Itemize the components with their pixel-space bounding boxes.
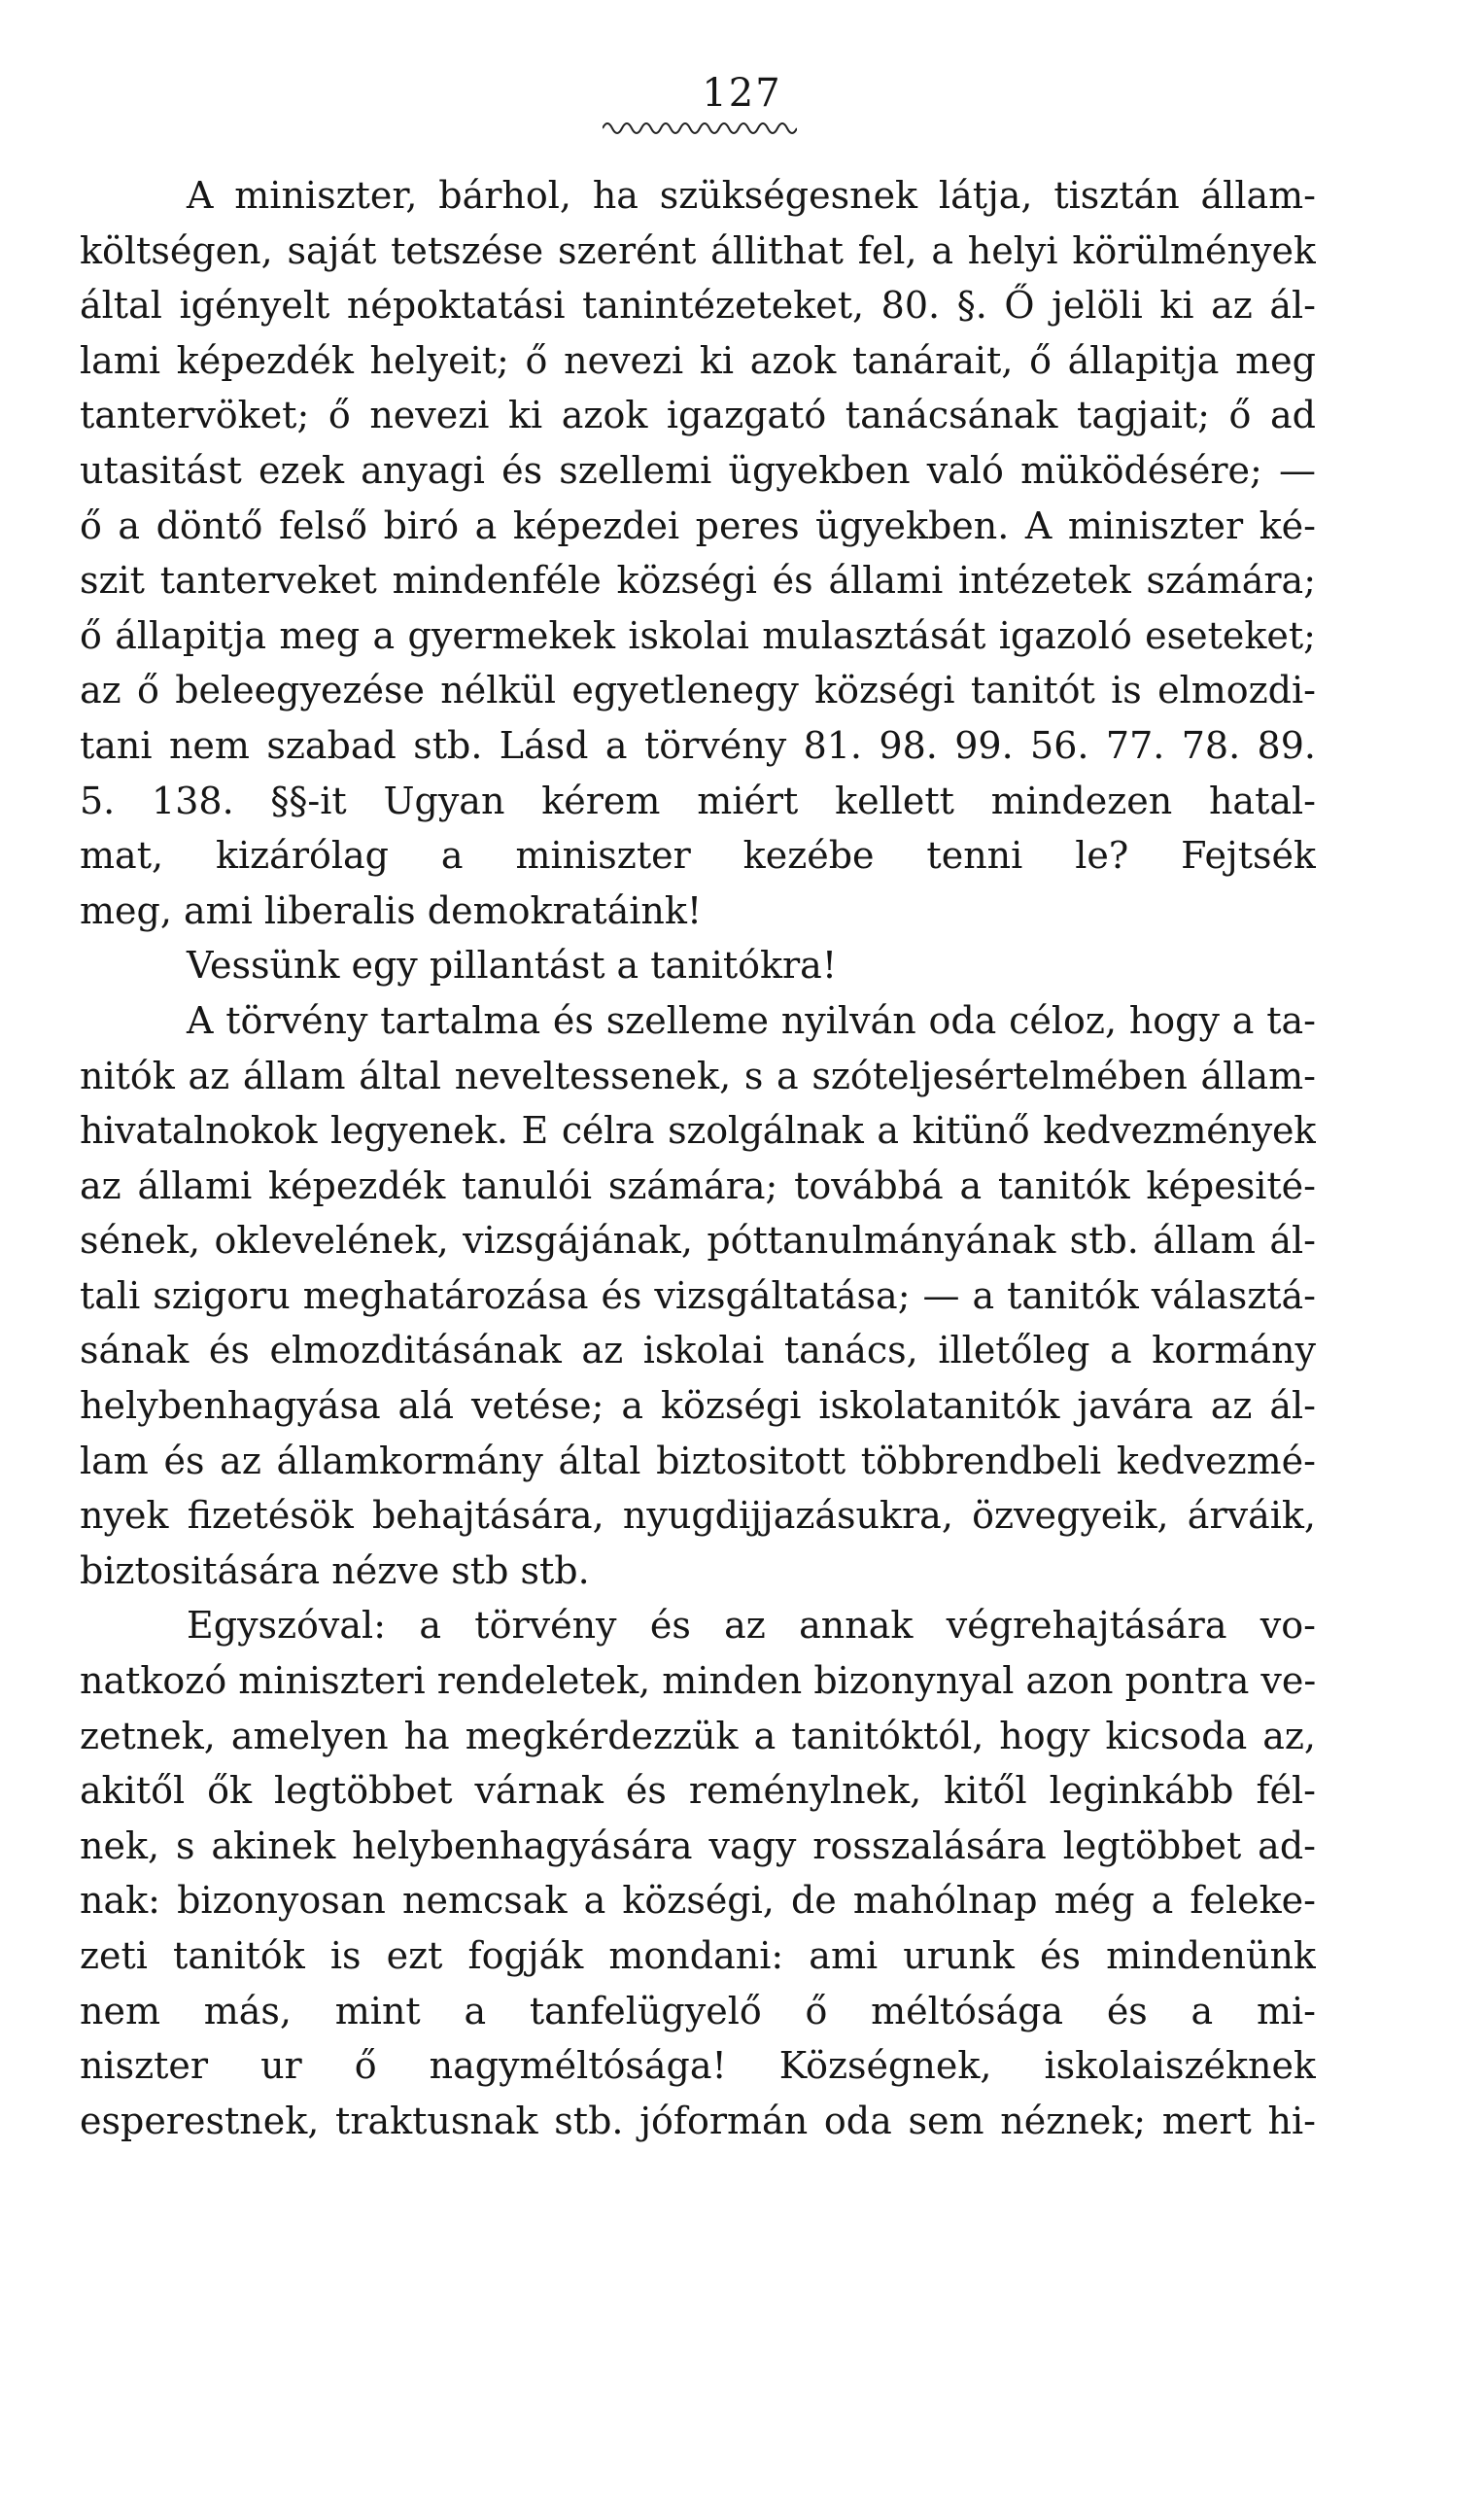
text-line: niszter ur ő nagyméltósága! Községnek, iskolaiszéknek: [80, 2044, 1316, 2088]
text-line: zeti tanitók is ezt fogják mondani: ami urunk és mindenünk: [80, 1934, 1316, 1977]
text-line: A miniszter, bárhol, ha szükségesnek látja, tisztán állam-: [187, 174, 1316, 217]
text-line: nem más, mint a tanfelügyelő ő méltósága és a mi-: [80, 1989, 1316, 2032]
text-line: lami képezdék helyeit; ő nevezi ki azok tanárait, ő állapitja meg: [80, 338, 1316, 382]
text-line: hivatalnokok legyenek. E célra szolgálnak a kitünő kedvezmények: [80, 1109, 1316, 1153]
text-line: az ő beleegyezése nélkül egyetlenegy községi tanitót is elmozdi-: [80, 669, 1316, 712]
text-line: ő a döntő felső biró a képezdei peres ügyekben. A miniszter ké-: [80, 503, 1316, 547]
text-line: 5. 138. §§-it Ugyan kérem miért kellett mindezen hatal-: [80, 779, 1316, 822]
body-text: [80, 168, 1316, 2148]
text-line: nyek fizetésök behajtására, nyugdijjazásukra, özvegyeik, árváik,: [80, 1494, 1316, 1538]
text-line: zetnek, amelyen ha megkérdezzük a tanitóktól, hogy kicsoda az,: [80, 1714, 1316, 1757]
text-line: tali szigoru meghatározása és vizsgáltatása; — a tanitók választá-: [80, 1273, 1316, 1317]
text-line: nak: bizonyosan nemcsak a községi, de mahólnap még a feleke-: [80, 1879, 1316, 1923]
text-line: költségen, saját tetszése szerént állithat fel, a helyi körülmények: [80, 228, 1316, 272]
text-line: Vessünk egy pillantást a tanitókra!: [187, 944, 838, 988]
text-line: nitók az állam által neveltessenek, s a szóteljesértelmében állam-: [80, 1054, 1316, 1097]
text-line: az állami képezdék tanulói számára; továbbá a tanitók képesité-: [80, 1163, 1316, 1207]
text-line: sének, oklevelének, vizsgájának, póttanulmányának stb. állam ál-: [80, 1219, 1316, 1263]
text-line: tantervöket; ő nevezi ki azok igazgató tanácsának tagjait; ő ad: [80, 394, 1316, 437]
text-line: szit tanterveket mindenféle községi és állami intézetek számára;: [80, 559, 1316, 603]
text-line: által igényelt népoktatási tanintézeteket, 80. §. Ő jelöli ki az ál-: [80, 284, 1316, 328]
text-line: Egyszóval: a törvény és az annak végrehajtására vo-: [187, 1604, 1316, 1648]
text-line: lam és az államkormány által biztositott többrendbeli kedvezmé-: [80, 1439, 1316, 1482]
text-line: esperestnek, traktusnak stb. jóformán oda sem néznek; mert hi-: [80, 2099, 1316, 2142]
text-line: sának és elmozditásának az iskolai tanács, illetőleg a kormány: [80, 1329, 1316, 1372]
text-line: nek, s akinek helybenhagyására vagy rosszalására legtöbbet ad-: [80, 1823, 1316, 1867]
text-line: tani nem szabad stb. Lásd a törvény 81. 98. 99. 56. 77. 78. 89.: [80, 723, 1316, 767]
text-line: meg, ami liberalis demokratáink!: [80, 888, 703, 932]
text-line: utasitást ezek anyagi és szellemi ügyekben való müködésére; —: [80, 448, 1316, 492]
text-line: A törvény tartalma és szelleme nyilván oda céloz, hogy a ta-: [187, 998, 1316, 1042]
text-line: mat, kizárólag a miniszter kezébe tenni le? Fejtsék: [80, 834, 1316, 878]
text-line: natkozó miniszteri rendeletek, minden bizonynyal azon pontra ve-: [80, 1659, 1316, 1703]
text-line: akitől ők legtöbbet várnak és reménylnek, kitől leginkább fél-: [80, 1769, 1316, 1813]
text-line: biztositására nézve stb stb.: [80, 1548, 590, 1592]
text-line: ő állapitja meg a gyermekek iskolai mulasztását igazoló eseteket;: [80, 613, 1316, 657]
wavy-ornament-icon: [603, 117, 797, 134]
page-number: 127: [702, 71, 782, 116]
text-line: helybenhagyása alá vetése; a községi iskolatanitók javára az ál-: [80, 1384, 1316, 1428]
